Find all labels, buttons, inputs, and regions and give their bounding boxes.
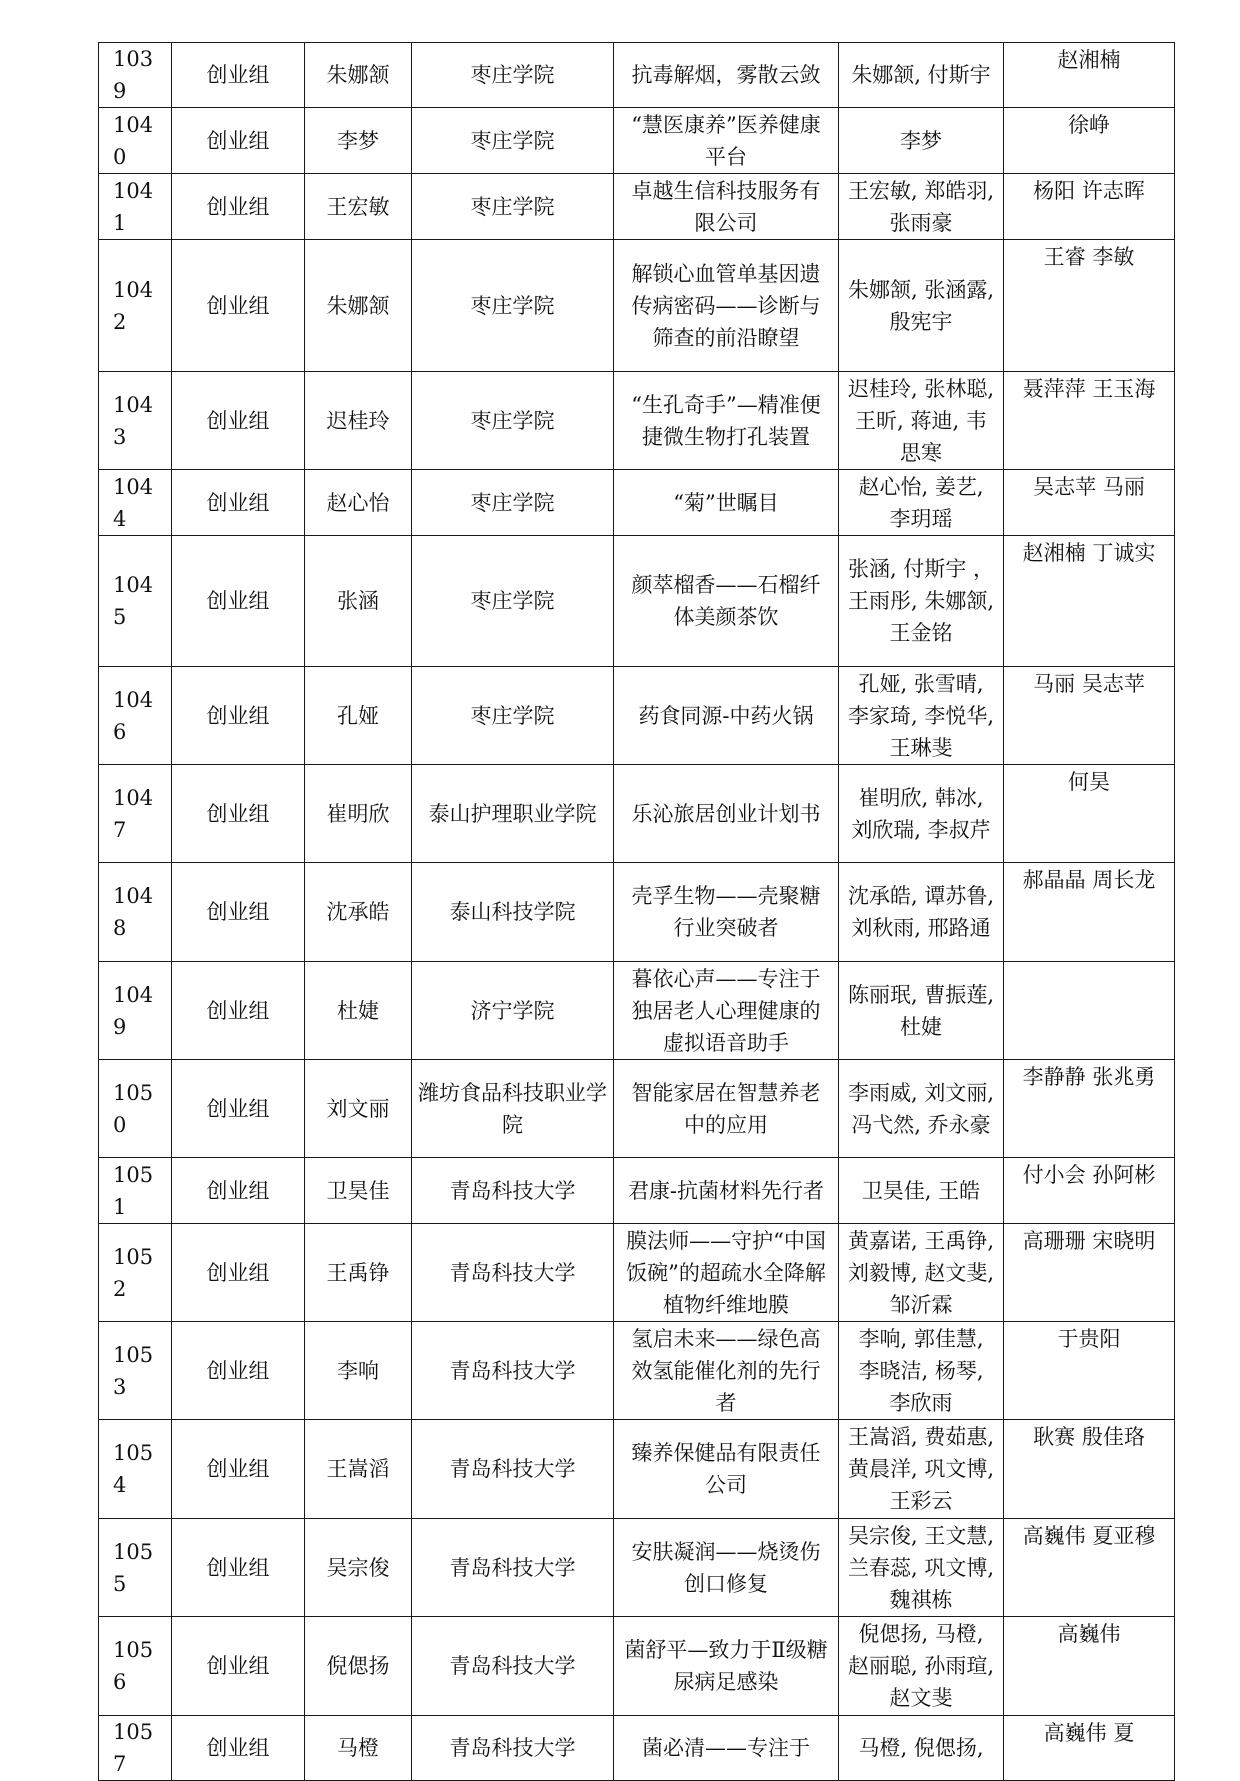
entry-id: 1042	[99, 240, 172, 372]
entry-group: 创业组	[172, 1420, 305, 1519]
entry-leader: 李响	[305, 1322, 412, 1420]
entry-leader: 张涵	[305, 536, 412, 667]
entry-id: 1057	[99, 1716, 172, 1781]
entry-school: 潍坊食品科技职业学院	[412, 1060, 614, 1158]
entry-project: 颜萃榴香——石榴纤体美颜茶饮	[614, 536, 839, 667]
entry-id: 1050	[99, 1060, 172, 1158]
entry-school: 枣庄学院	[412, 108, 614, 174]
entry-members: 马橙, 倪偲扬,	[839, 1716, 1004, 1781]
entry-leader: 王禹铮	[305, 1224, 412, 1322]
entry-project: 安肤凝润——烧烫伤创口修复	[614, 1519, 839, 1617]
entry-mentors: 高巍伟	[1004, 1617, 1175, 1716]
entry-school: 枣庄学院	[412, 536, 614, 667]
entry-project: “慧医康养”医养健康平台	[614, 108, 839, 174]
entry-leader: 朱娜颔	[305, 43, 412, 108]
entry-members: 王宏敏, 郑皓羽, 张雨豪	[839, 174, 1004, 240]
entry-mentors: 赵湘楠	[1004, 43, 1175, 108]
entry-members: 陈丽珉, 曹振莲, 杜婕	[839, 962, 1004, 1060]
entry-group: 创业组	[172, 962, 305, 1060]
entry-members: 李梦	[839, 108, 1004, 174]
entry-group: 创业组	[172, 240, 305, 372]
entry-project: 抗毒解烟，雾散云敛	[614, 43, 839, 108]
entry-members: 朱娜颔, 付斯宇	[839, 43, 1004, 108]
table-row	[99, 1322, 1175, 1420]
entry-leader: 沈承皓	[305, 863, 412, 962]
entry-id: 1045	[99, 536, 172, 667]
entry-school: 枣庄学院	[412, 667, 614, 765]
table-row	[99, 1716, 1175, 1781]
entry-leader: 赵心怡	[305, 470, 412, 536]
entry-id: 1044	[99, 470, 172, 536]
entry-members: 黄嘉诺, 王禹铮, 刘毅博, 赵文斐, 邹沂霖	[839, 1224, 1004, 1322]
entry-project: “菊”世瞩目	[614, 470, 839, 536]
entry-leader: 倪偲扬	[305, 1617, 412, 1716]
table-row	[99, 1224, 1175, 1322]
table-row	[99, 240, 1175, 372]
entry-mentors: 徐峥	[1004, 108, 1175, 174]
entry-school: 青岛科技大学	[412, 1617, 614, 1716]
entry-id: 1040	[99, 108, 172, 174]
table-row	[99, 536, 1175, 667]
entry-group: 创业组	[172, 372, 305, 470]
entry-id: 1056	[99, 1617, 172, 1716]
entry-school: 泰山科技学院	[412, 863, 614, 962]
entry-group: 创业组	[172, 174, 305, 240]
entry-mentors: 高巍伟 夏	[1004, 1716, 1175, 1781]
entry-project: 壳孚生物——壳聚糖行业突破者	[614, 863, 839, 962]
entry-leader: 王嵩滔	[305, 1420, 412, 1519]
entry-project: 解锁心血管单基因遗传病密码——诊断与筛查的前沿瞭望	[614, 240, 839, 372]
table-row	[99, 1158, 1175, 1224]
entry-mentors: 马丽 吴志苹	[1004, 667, 1175, 765]
entry-id: 1055	[99, 1519, 172, 1617]
entry-group: 创业组	[172, 1617, 305, 1716]
entry-school: 枣庄学院	[412, 470, 614, 536]
table-row	[99, 470, 1175, 536]
table-row	[99, 372, 1175, 470]
entry-school: 枣庄学院	[412, 174, 614, 240]
entry-group: 创业组	[172, 863, 305, 962]
entry-project: 臻养保健品有限责任公司	[614, 1420, 839, 1519]
entry-leader: 王宏敏	[305, 174, 412, 240]
entry-members: 赵心怡, 姜艺, 李玥瑶	[839, 470, 1004, 536]
table-row	[99, 1519, 1175, 1617]
table-body	[99, 43, 1175, 1781]
entry-school: 枣庄学院	[412, 372, 614, 470]
entry-school: 青岛科技大学	[412, 1519, 614, 1617]
entry-mentors: 吴志苹 马丽	[1004, 470, 1175, 536]
table-row	[99, 108, 1175, 174]
entry-school: 枣庄学院	[412, 240, 614, 372]
entry-id: 1041	[99, 174, 172, 240]
entry-project: 氢启未来——绿色高效氢能催化剂的先行者	[614, 1322, 839, 1420]
entry-members: 迟桂玲, 张林聪, 王昕, 蒋迪, 韦思寒	[839, 372, 1004, 470]
entry-project: 菌必清——专注于	[614, 1716, 839, 1781]
entry-mentors: 李静静 张兆勇	[1004, 1060, 1175, 1158]
entry-members: 卫昊佳, 王皓	[839, 1158, 1004, 1224]
entry-leader: 李梦	[305, 108, 412, 174]
entry-group: 创业组	[172, 43, 305, 108]
entry-group: 创业组	[172, 667, 305, 765]
entry-mentors: 高巍伟 夏亚穆	[1004, 1519, 1175, 1617]
table-row	[99, 863, 1175, 962]
entry-project: 卓越生信科技服务有限公司	[614, 174, 839, 240]
entry-leader: 朱娜颔	[305, 240, 412, 372]
entry-project: “生孔奇手”—精准便捷微生物打孔装置	[614, 372, 839, 470]
entry-leader: 崔明欣	[305, 765, 412, 863]
entry-group: 创业组	[172, 1519, 305, 1617]
entry-school: 泰山护理职业学院	[412, 765, 614, 863]
entry-group: 创业组	[172, 1060, 305, 1158]
competition-entries-table	[98, 42, 1175, 1781]
entry-members: 沈承皓, 谭苏鲁, 刘秋雨, 邢路通	[839, 863, 1004, 962]
table-row	[99, 43, 1175, 108]
document-page	[98, 42, 1174, 1781]
entry-mentors: 王睿 李敏	[1004, 240, 1175, 372]
entry-mentors: 高珊珊 宋晓明	[1004, 1224, 1175, 1322]
entry-group: 创业组	[172, 765, 305, 863]
entry-leader: 刘文丽	[305, 1060, 412, 1158]
entry-mentors: 杨阳 许志晖	[1004, 174, 1175, 240]
entry-members: 李响, 郭佳慧, 李晓洁, 杨琴, 李欣雨	[839, 1322, 1004, 1420]
entry-members: 李雨威, 刘文丽, 冯弋然, 乔永豪	[839, 1060, 1004, 1158]
entry-group: 创业组	[172, 1716, 305, 1781]
table-row	[99, 1060, 1175, 1158]
entry-group: 创业组	[172, 1322, 305, 1420]
entry-school: 枣庄学院	[412, 43, 614, 108]
entry-members: 张涵, 付斯宇 ，王雨彤, 朱娜颔, 王金铭	[839, 536, 1004, 667]
entry-school: 青岛科技大学	[412, 1224, 614, 1322]
table-row	[99, 962, 1175, 1060]
table-row	[99, 667, 1175, 765]
entry-id: 1048	[99, 863, 172, 962]
entry-project: 暮依心声——专注于独居老人心理健康的虚拟语音助手	[614, 962, 839, 1060]
entry-project: 药食同源-中药火锅	[614, 667, 839, 765]
table-row	[99, 765, 1175, 863]
entry-school: 青岛科技大学	[412, 1716, 614, 1781]
entry-project: 智能家居在智慧养老中的应用	[614, 1060, 839, 1158]
entry-id: 1046	[99, 667, 172, 765]
entry-members: 朱娜颔, 张涵露, 殷宪宇	[839, 240, 1004, 372]
entry-group: 创业组	[172, 470, 305, 536]
entry-project: 膜法师——守护“中国饭碗”的超疏水全降解植物纤维地膜	[614, 1224, 839, 1322]
entry-id: 1049	[99, 962, 172, 1060]
entry-mentors	[1004, 962, 1175, 1060]
entry-id: 1047	[99, 765, 172, 863]
entry-project: 君康-抗菌材料先行者	[614, 1158, 839, 1224]
entry-group: 创业组	[172, 108, 305, 174]
entry-mentors: 耿赛 殷佳珞	[1004, 1420, 1175, 1519]
entry-mentors: 于贵阳	[1004, 1322, 1175, 1420]
entry-id: 1051	[99, 1158, 172, 1224]
entry-id: 1052	[99, 1224, 172, 1322]
entry-mentors: 付小会 孙阿彬	[1004, 1158, 1175, 1224]
entry-id: 1039	[99, 43, 172, 108]
entry-leader: 马橙	[305, 1716, 412, 1781]
entry-members: 倪偲扬, 马橙, 赵丽聪, 孙雨瑄, 赵文斐	[839, 1617, 1004, 1716]
table-row	[99, 174, 1175, 240]
entry-leader: 杜婕	[305, 962, 412, 1060]
entry-mentors: 赵湘楠 丁诚实	[1004, 536, 1175, 667]
entry-school: 青岛科技大学	[412, 1158, 614, 1224]
entry-group: 创业组	[172, 536, 305, 667]
entry-mentors: 何昊	[1004, 765, 1175, 863]
table-row	[99, 1420, 1175, 1519]
entry-leader: 吴宗俊	[305, 1519, 412, 1617]
entry-group: 创业组	[172, 1224, 305, 1322]
entry-project: 乐沁旅居创业计划书	[614, 765, 839, 863]
entry-school: 青岛科技大学	[412, 1322, 614, 1420]
entry-leader: 卫昊佳	[305, 1158, 412, 1224]
entry-id: 1054	[99, 1420, 172, 1519]
entry-school: 青岛科技大学	[412, 1420, 614, 1519]
entry-members: 崔明欣, 韩冰, 刘欣瑞, 李叔芹	[839, 765, 1004, 863]
entry-leader: 孔娅	[305, 667, 412, 765]
entry-mentors: 聂萍萍 王玉海	[1004, 372, 1175, 470]
entry-school: 济宁学院	[412, 962, 614, 1060]
entry-members: 孔娅, 张雪晴, 李家琦, 李悦华, 王琳斐	[839, 667, 1004, 765]
entry-id: 1043	[99, 372, 172, 470]
entry-id: 1053	[99, 1322, 172, 1420]
entry-project: 菌舒平—致力于Ⅱ级糖尿病足感染	[614, 1617, 839, 1716]
entry-members: 吴宗俊, 王文慧, 兰春蕊, 巩文博, 魏祺栋	[839, 1519, 1004, 1617]
entry-mentors: 郝晶晶 周长龙	[1004, 863, 1175, 962]
entry-leader: 迟桂玲	[305, 372, 412, 470]
table-row	[99, 1617, 1175, 1716]
entry-group: 创业组	[172, 1158, 305, 1224]
entry-members: 王嵩滔, 费茹惠, 黄晨洋, 巩文博, 王彩云	[839, 1420, 1004, 1519]
